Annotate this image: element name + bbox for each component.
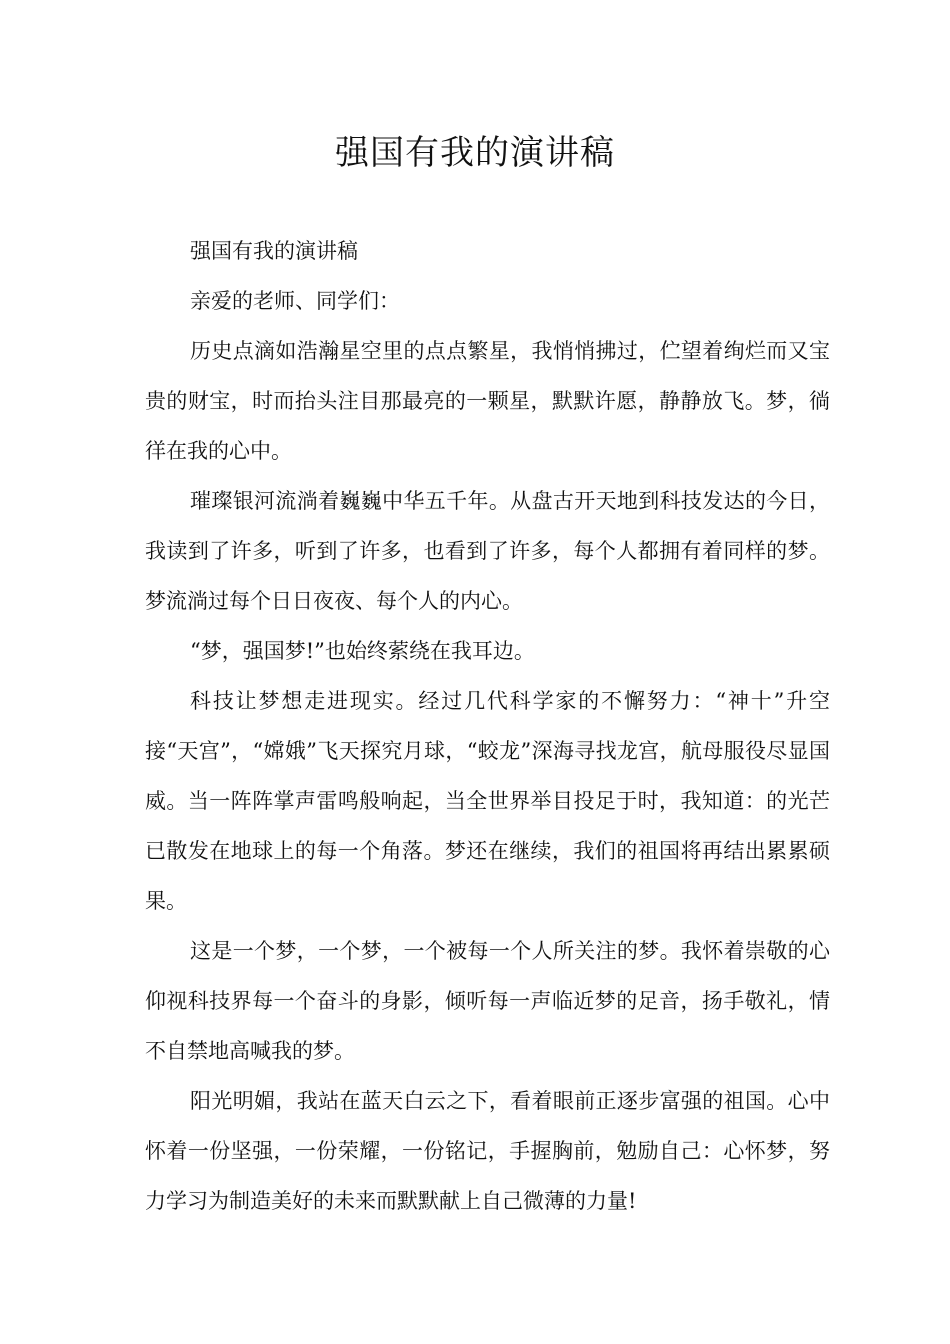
- document-body: [145, 226, 830, 1226]
- paragraph-salutation: 亲爱的老师、同学们：: [190, 289, 400, 313]
- paragraph: 阳光明媚，我站在蓝天白云之下，看着眼前正逐步富强的祖国。心中怀着一份坚强，一份荣耀，一份铭记，手握胸前，勉励自己：心怀梦，努力学习为制造美好的未来而默默献上自己微薄的力量!: [145, 1089, 830, 1213]
- paragraph: 这是一个梦，一个梦，一个被每一个人所关注的梦。我怀着崇敬的心仰视科技界每一个奋斗的身影，倾听每一声临近梦的足音，扬手敬礼，情不自禁地高喊我的梦。: [145, 939, 830, 1063]
- paragraph-heading: 强国有我的演讲稿: [190, 239, 358, 263]
- paragraph: 历史点滴如浩瀚星空里的点点繁星，我悄悄拂过，伫望着绚烂而又宝贵的财宝，时而抬头注目那最亮的一颗星，默默许愿，静静放飞。梦，徜徉在我的心中。: [145, 339, 830, 463]
- page-title: 强国有我的演讲稿: [335, 133, 615, 173]
- paragraph: “梦，强国梦!”也始终萦绕在我耳边。: [190, 639, 535, 663]
- paragraph: 科技让梦想走进现实。经过几代科学家的不懈努力：“神十”升空接“天宫”，“嫦娥”飞天探究月球，“蛟龙”深海寻找龙宫，航母服役尽显国威。当一阵阵掌声雷鸣般响起，当全世界举目投足于时，我知道：的光芒已散发在地球上的每一个角落。梦还在继续，我们的祖国将再结出累累硕果。: [145, 689, 830, 913]
- paragraph: 璀璨银河流淌着巍巍中华五千年。从盘古开天地到科技发达的今日，我读到了许多，听到了许多，也看到了许多，每个人都拥有着同样的梦。梦流淌过每个日日夜夜、每个人的内心。: [145, 489, 830, 613]
